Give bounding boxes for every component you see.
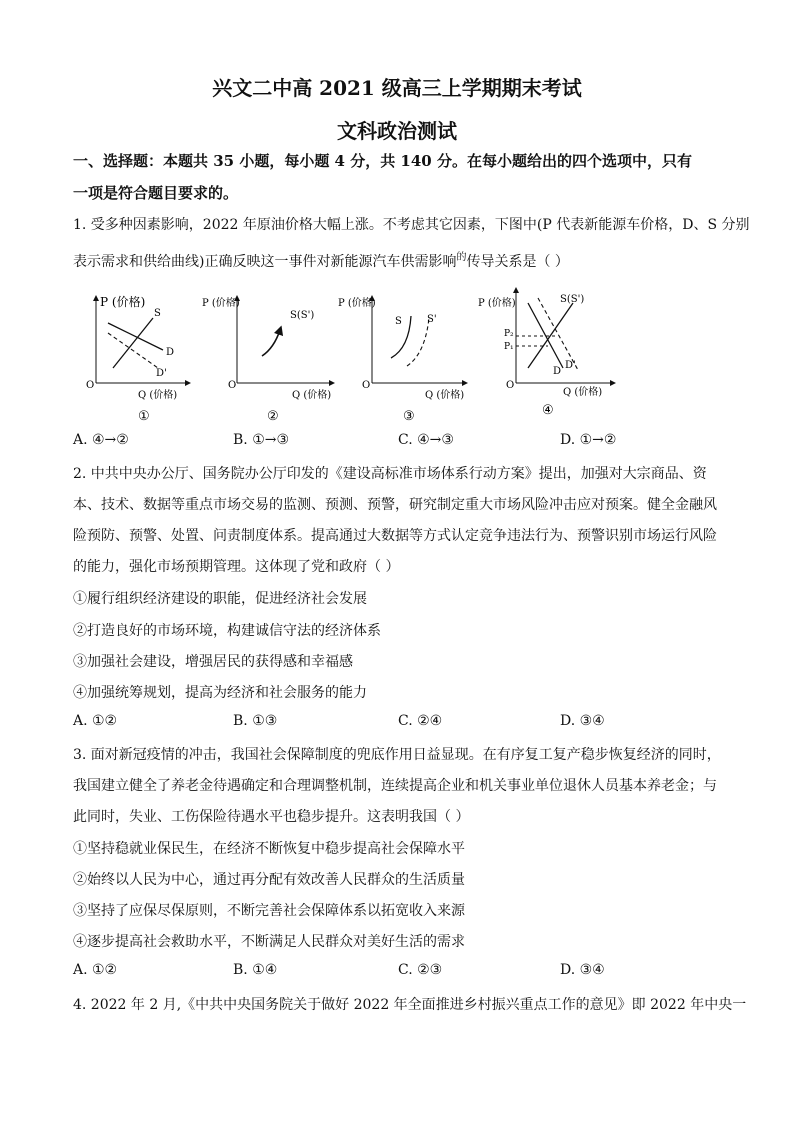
graph-4-d-prime-label: D' <box>565 360 576 371</box>
q2-line-2: 本、技术、数据等重点市场交易的监测、预测、预警，研究制定重大市场风险冲击应对预案。健全金融风 <box>73 497 717 513</box>
graph-4-origin: O <box>506 380 515 391</box>
graph-4-q-label: Q (价格) <box>563 387 603 398</box>
graph-3-origin: O <box>362 380 371 391</box>
section-instruction-line-1: 一、选择题：本题共 35 小题，每小题 4 分，共 140 分。在每小题给出的四个选项中，只有 <box>73 152 692 170</box>
graph-3-p-label: P (价格) <box>338 298 376 309</box>
graph-4-s-label: S(S') <box>560 294 585 305</box>
graph-2-s-label: S(S') <box>290 310 315 321</box>
graph-2-q-label: Q (价格) <box>292 390 332 401</box>
q2-statement-4: ④加强统筹规划，提高为经济和社会服务的能力 <box>73 685 367 701</box>
q3-line-2: 我国建立健全了养老金待遇确定和合理调整机制，连续提高企业和机关事业单位退休人员基本养老金；与 <box>73 778 717 794</box>
q2-statement-2: ②打造良好的市场环境，构建诚信守法的经济体系 <box>73 623 381 639</box>
q3-statement-4: ④逐步提高社会救助水平，不断满足人民群众对美好生活的需求 <box>73 934 465 950</box>
graph-3-s-prime-label: S' <box>427 314 437 325</box>
q2-option-a[interactable]: A. ①② <box>73 713 118 729</box>
q1-option-b[interactable]: B. ①→③ <box>233 432 290 448</box>
graph-2-p-label: P (价格) <box>202 298 240 309</box>
page-title: 兴文二中高 2021 级高三上学期期末考试 <box>212 76 582 100</box>
q3-option-b[interactable]: B. ①④ <box>233 962 278 978</box>
q3-option-d[interactable]: D. ③④ <box>560 962 605 978</box>
graph-4-demand-curve <box>528 303 563 368</box>
q3-statement-3: ③坚持了应保尽保原则，不断完善社会保障体系以拓宽收入来源 <box>73 903 465 919</box>
graph-1 <box>78 288 198 423</box>
graph-1-origin: O <box>86 380 95 391</box>
graph-3-s-label: S <box>395 316 402 327</box>
q3-option-a[interactable]: A. ①② <box>73 962 118 978</box>
q2-option-c[interactable]: C. ②④ <box>398 713 443 729</box>
graph-1-number: ① <box>138 409 150 424</box>
graph-3-number: ③ <box>403 409 415 424</box>
graph-2-number: ② <box>267 409 279 424</box>
graph-4-p2-label: P₂ <box>504 329 514 339</box>
graph-2 <box>202 288 342 424</box>
q3-line-3: 此同时，失业、工伤保险待遇水平也稳步提升。这表明我国（ ） <box>73 809 470 825</box>
graph-1-p-label: P (价格) <box>100 295 146 309</box>
graph-1-d-prime-label: D' <box>156 368 167 379</box>
graph-1-demand-curve <box>108 323 163 350</box>
page-subtitle: 文科政治测试 <box>337 119 457 143</box>
graph-1-d-label: D <box>166 347 175 358</box>
q2-option-d[interactable]: D. ③④ <box>560 713 605 729</box>
section-instruction-line-2: 一项是符合题目要求的。 <box>73 184 239 202</box>
q3-option-c[interactable]: C. ②③ <box>398 962 443 978</box>
graph-4-p1-label: P₁ <box>504 342 514 352</box>
graph-4-p-label: P (价格) <box>478 298 516 309</box>
graph-1-supply-curve <box>113 318 153 368</box>
q2-line-3: 险预防、预警、处置、问责制度体系。提高通过大数据等方式认定竞争违法行为、预警识别市场运行风险 <box>73 528 717 544</box>
graph-2-origin: O <box>228 380 237 391</box>
graph-1-q-label: Q (价格) <box>138 390 178 401</box>
q1-line-2-sup: 的 <box>456 252 467 263</box>
q2-statement-3: ③加强社会建设，增强居民的获得感和幸福感 <box>73 654 353 670</box>
q1-line-2a: 表示需求和供给曲线)正确反映这一事件对新能源汽车供需影响 <box>73 254 457 270</box>
graph-4-number: ④ <box>542 403 554 418</box>
graph-1-new-demand-curve <box>108 333 158 368</box>
graph-2-supply-shift-arrow <box>262 330 280 356</box>
graph-1-s-label: S <box>154 308 161 319</box>
graph-3 <box>338 288 475 424</box>
graph-3-q-label: Q (价格) <box>425 390 465 401</box>
q1-line-2 <box>73 248 721 271</box>
graph-4-supply-curve <box>528 303 573 368</box>
graph-4-d-label: D <box>553 366 562 377</box>
q1-line-1: 1. 受多种因素影响，2022 年原油价格大幅上涨。不考虑其它因素，下图中(P 代表新能源车价格，D、S 分别 <box>73 217 750 233</box>
q1-line-2b: 传导关系是（ ） <box>466 254 569 270</box>
q1-option-c[interactable]: C. ④→③ <box>398 432 454 448</box>
q2-line-4: 的能力，强化市场预期管理。这体现了党和政府（ ） <box>73 559 400 575</box>
graph-4 <box>478 288 628 423</box>
q4-line-1: 4. 2022 年 2 月,《中共中央国务院关于做好 2022 年全面推进乡村振兴重点工作的意见》即 2022 年中央一 <box>73 997 747 1013</box>
q2-line-1: 2. 中共中央办公厅、国务院办公厅印发的《建设高标准市场体系行动方案》提出，加强对大宗商品、资 <box>73 466 707 482</box>
q2-option-b[interactable]: B. ①③ <box>233 713 278 729</box>
q3-statement-2: ②始终以人民为中心，通过再分配有效改善人民群众的生活质量 <box>73 872 465 888</box>
q2-statement-1: ①履行组织经济建设的职能，促进经济社会发展 <box>73 591 367 607</box>
q3-statement-1: ①坚持稳就业保民生，在经济不断恢复中稳步提高社会保障水平 <box>73 841 465 857</box>
q1-option-d[interactable]: D. ①→② <box>560 432 617 448</box>
q1-option-a[interactable]: A. ④→② <box>73 432 129 448</box>
q3-line-1: 3. 面对新冠疫情的冲击，我国社会保障制度的兜底作用日益显现。在有序复工复产稳步恢复经济的同时， <box>73 747 721 763</box>
